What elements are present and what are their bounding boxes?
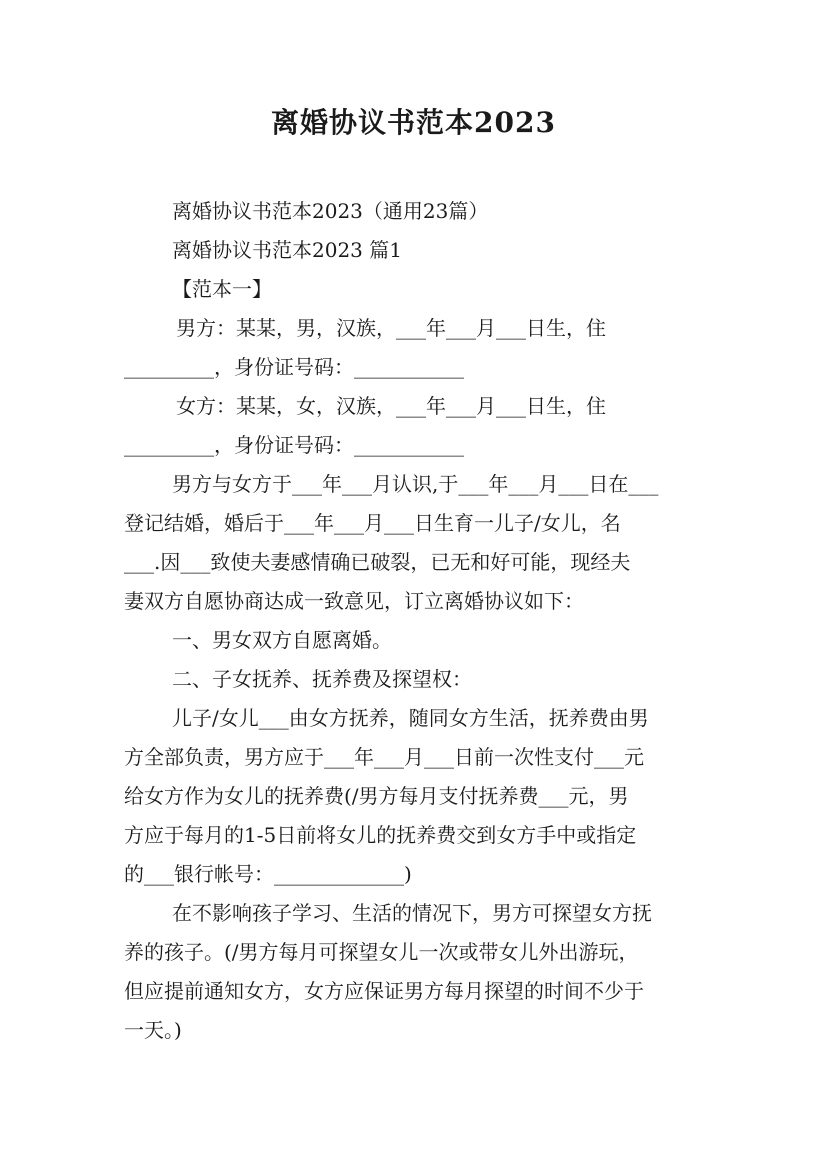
paragraph-line: 方应于每月的1-5日前将女儿的抚养费交到女方手中或指定 — [124, 823, 637, 847]
section-heading: 离婚协议书范本2023 篇1 — [172, 238, 402, 262]
paragraph-line: 登记结婚，婚后于___年___月___日生育一儿子/女儿，名 — [124, 511, 621, 535]
paragraph-line: 妻双方自愿协商达成一致意见，订立离婚协议如下： — [124, 589, 584, 613]
paragraph-line: 的___银行帐号：_____________) — [124, 862, 412, 886]
template-label: 【范本一】 — [172, 277, 272, 301]
subtitle-line: 离婚协议书范本2023（通用23篇） — [172, 199, 489, 223]
paragraph-line: 方全部负责，男方应于___年___月___日前一次性支付___元 — [124, 745, 644, 769]
clause-heading: 一、男女双方自愿离婚。 — [172, 628, 392, 652]
paragraph-line: 一天。) — [124, 1018, 182, 1042]
paragraph-line: 男方与女方于___年___月认识,于___年___月___日在___ — [172, 472, 659, 496]
paragraph-line: 给女方作为女儿的抚养费(/男方每月支付抚养费___元，男 — [124, 784, 629, 808]
clause-heading: 二、子女抚养、抚养费及探望权： — [172, 667, 472, 691]
male-party-id-line: _________，身份证号码：___________ — [124, 355, 464, 379]
male-party-line: 男方：某某，男，汉族，___年___月___日生，住 — [176, 316, 606, 340]
paragraph-line: 养的孩子。(/男方每月可探望女儿一次或带女儿外出游玩， — [124, 940, 639, 964]
paragraph-line: 在不影响孩子学习、生活的情况下，男方可探望女方抚 — [172, 901, 652, 925]
female-party-id-line: _________，身份证号码：___________ — [124, 433, 464, 457]
female-party-line: 女方：某某，女，汉族，___年___月___日生，住 — [176, 394, 606, 418]
paragraph-line: 但应提前通知女方，女方应保证男方每月探望的时间不少于 — [124, 979, 644, 1003]
document-title: 离婚协议书范本2023 — [271, 106, 556, 139]
paragraph-line: ___.因___致使夫妻感情确已破裂，已无和好可能，现经夫 — [124, 550, 631, 574]
paragraph-line: 儿子/女儿___由女方抚养，随同女方生活，抚养费由男 — [172, 706, 649, 730]
